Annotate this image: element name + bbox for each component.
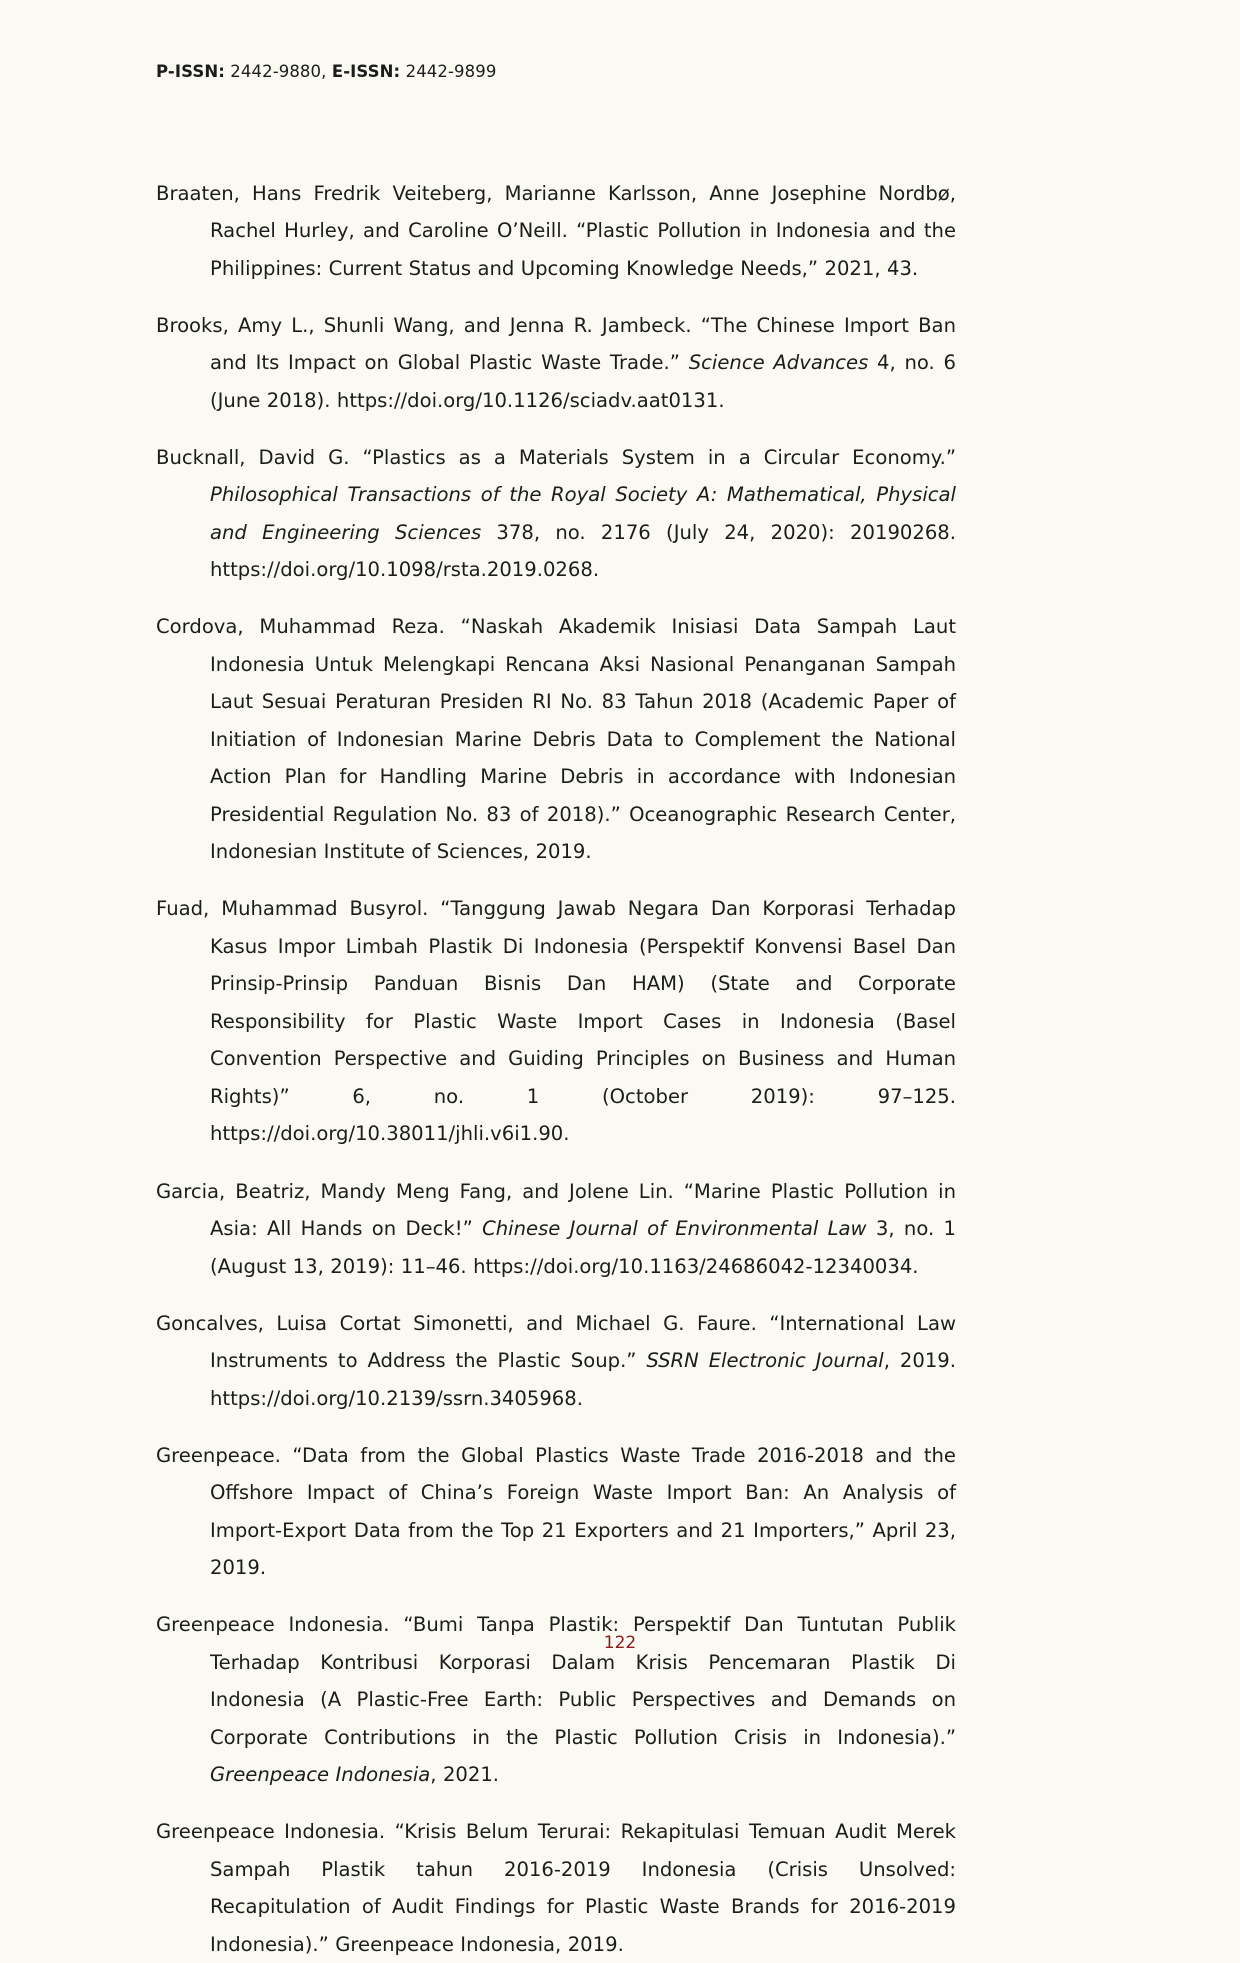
bibliography-entry bbox=[156, 307, 956, 420]
entry-text: Cordova, Muhammad Reza. “Naskah Akademik Inisiasi Data Sampah Laut Indonesia Untuk Melengkapi Rencana Aksi Nasional Penanganan Sampah Laut Sesuai Peraturan Presiden RI No. 83 Tahun 2018 (Academic Paper of Initiation of Indonesian Marine Debris Data to Complement the National Action Plan for Handling Marine Debris in accordance with Indonesian Presidential Regulation No. 83 of 2018).” Oceanographic Research Center, Indonesian Institute of Sciences, 2019. bbox=[156, 615, 956, 864]
italic-title: Greenpeace Indonesia bbox=[210, 1763, 431, 1787]
bibliography-entry bbox=[156, 1173, 956, 1286]
e-issn-label: E-ISSN: bbox=[331, 62, 401, 81]
entry-text: Garcia, Beatriz, Mandy Meng Fang, and Jolene Lin. “Marine Plastic Pollution in Asia: All Hands on Deck!” bbox=[156, 1179, 956, 1241]
bibliography-entry bbox=[156, 1813, 956, 1963]
bibliography-entry bbox=[156, 1305, 956, 1418]
italic-title: Science Advances bbox=[688, 351, 869, 375]
bibliography-entry bbox=[156, 608, 956, 871]
entry-text: Fuad, Muhammad Busyrol. “Tanggung Jawab Negara Dan Korporasi Terhadap Kasus Impor Limbah Plastik Di Indonesia (Perspektif Konvensi Basel Dan Prinsip-Prinsip Panduan Bisnis Dan HAM) (State and Corporate Responsibility for Plastic Waste Import Cases in Indonesia (Basel Convention Perspective and Guiding Principles on Business and Human Rights)” 6, no. 1 (October 2019): 97–125. https://doi.org/10.38011/jhli.v6i1.90. bbox=[156, 897, 956, 1146]
entry-text: , 2019. https://doi.org/10.2139/ssrn.3405968. bbox=[210, 1349, 956, 1410]
italic-title: Chinese Journal of Environmental Law bbox=[482, 1217, 867, 1241]
bibliography-entry bbox=[156, 1437, 956, 1587]
entry-text: 3, no. 1 (August 13, 2019): 11–46. https://doi.org/10.1163/24686042-12340034. bbox=[210, 1217, 956, 1278]
page-number: 122 bbox=[603, 1633, 637, 1653]
italic-title: Philosophical Transactions of the Royal Society A: Mathematical, Physical and Engineering Sciences bbox=[210, 483, 956, 544]
entry-text: Greenpeace. “Data from the Global Plastics Waste Trade 2016-2018 and the Offshore Impact of China’s Foreign Waste Import Ban: An Analysis of Import-Export Data from the Top 21 Exporters and 21 Importers,” April 23, 2019. bbox=[156, 1443, 956, 1580]
bibliography-entry bbox=[156, 175, 956, 288]
bibliography-list bbox=[156, 155, 956, 1963]
entry-text: Braaten, Hans Fredrik Veiteberg, Marianne Karlsson, Anne Josephine Nordbø, Rachel Hurley, and Caroline O’Neill. “Plastic Pollution in Indonesia and the Philippines: Current Status and Upcoming Knowledge Needs,” 2021, 43. bbox=[156, 181, 956, 280]
p-issn-value: 2442-9880, bbox=[230, 62, 327, 81]
entry-text: Greenpeace Indonesia. “Bumi Tanpa Plastik: Perspektif Dan Tuntutan Publik Terhadap Kontribusi Korporasi Dalam Krisis Pencemaran Plastik Di Indonesia (A Plastic-Free Earth: Public Perspectives and Demands on Corporate Contributions in the Plastic Pollution Crisis in Indonesia).” bbox=[156, 1613, 956, 1749]
p-issn-label: P-ISSN: bbox=[156, 62, 225, 81]
entry-text: 378, no. 2176 (July 24, 2020): 20190268. https://doi.org/10.1098/rsta.2019.0268. bbox=[210, 520, 956, 582]
italic-title: SSRN Electronic Journal bbox=[646, 1349, 884, 1373]
e-issn-value: 2442-9899 bbox=[405, 62, 497, 81]
entry-text: Brooks, Amy L., Shunli Wang, and Jenna R. Jambeck. “The Chinese Import Ban and Its Impact on Global Plastic Waste Trade.” bbox=[156, 313, 956, 375]
entry-text: Bucknall, David G. “Plastics as a Materials System in a Circular Economy.” bbox=[156, 445, 956, 469]
entry-text: , 2021. bbox=[430, 1763, 500, 1787]
running-head bbox=[156, 62, 496, 81]
entry-text: Greenpeace Indonesia. “Krisis Belum Terurai: Rekapitulasi Temuan Audit Merek Sampah Plastik tahun 2016-2019 Indonesia (Crisis Unsolved: Recapitulation of Audit Findings for Plastic Waste Brands for 2016-2019 Indonesia).” Greenpeace Indonesia, 2019. bbox=[156, 1820, 956, 1956]
bibliography-entry bbox=[156, 890, 956, 1153]
bibliography-entry bbox=[156, 439, 956, 589]
entry-text: Goncalves, Luisa Cortat Simonetti, and Michael G. Faure. “International Law Instruments to Address the Plastic Soup.” bbox=[156, 1311, 956, 1373]
entry-text: 4, no. 6 (June 2018). https://doi.org/10.1126/sciadv.aat0131. bbox=[210, 351, 956, 412]
